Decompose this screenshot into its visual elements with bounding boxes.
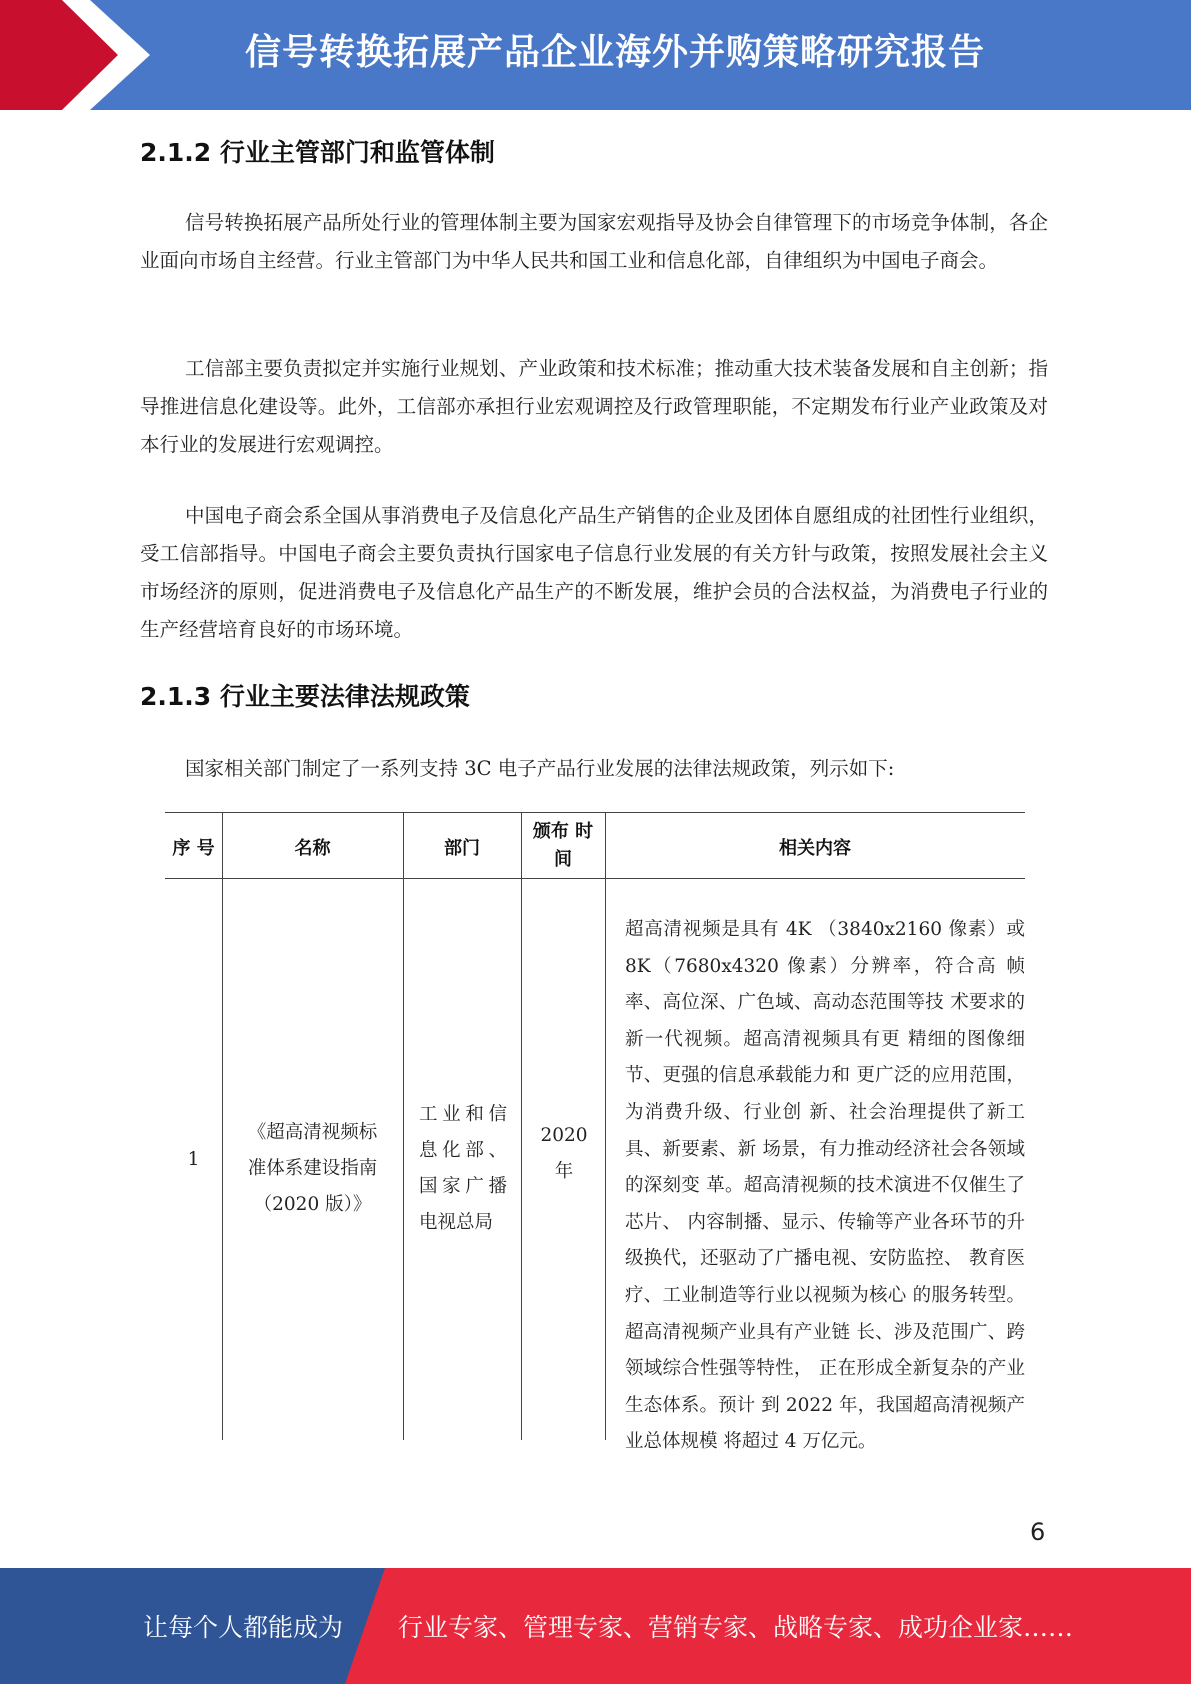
paragraph-1: 信号转换拓展产品所处行业的管理体制主要为国家宏观指导及协会自律管理下的市场竞争体制，各企业面向市场自主经营。行业主管部门为中华人民共和国工业和信息化部，自律组织为中国电子商会。 xyxy=(140,211,1048,272)
policy-table xyxy=(165,812,1025,1453)
page-header xyxy=(0,0,1191,110)
cell-date: 2020 年 xyxy=(540,1125,588,1182)
table-col-divider xyxy=(403,812,404,1440)
section-heading-2-1-3: 2.1.3 行业主要法律法规政策 xyxy=(140,682,470,711)
cell-name: 《超高清视频标准体系建设指南（2020 版）》 xyxy=(247,1122,378,1215)
footer-slogan-left: 让每个人都能成为 xyxy=(143,1613,344,1642)
table-col-divider xyxy=(222,812,223,1440)
section-heading-2-1-2: 2.1.2 行业主管部门和监管体制 xyxy=(140,138,495,167)
paragraph-2: 工信部主要负责拟定并实施行业规划、产业政策和技术标准；推动重大技术装备发展和自主创新；指导推进信息化建设等。此外，工信部亦承担行业宏观调控及行政管理职能，不定期发布行业产业政策及对本行业的发展进行宏观调控。 xyxy=(140,357,1048,456)
header-name: 名称 xyxy=(294,838,331,859)
table-col-divider xyxy=(605,812,606,1440)
header-dept: 部门 xyxy=(444,838,480,859)
table-col-divider xyxy=(521,812,522,1440)
cell-dept: 工业和信息化部、国家广播电视总局 xyxy=(419,1104,507,1233)
cell-no: 1 xyxy=(187,1149,200,1170)
table-header-rule xyxy=(165,878,1025,879)
cell-content: 超高清视频是具有 4K （3840x2160 像素）或 8K（7680x4320 像素）分辨率，符合高 帧率、高位深、广色域、高动态范围等技 术要求的新一代视频。超高清视频具有更 精细的图像细节、更强的信息承载能力和 更广泛的应用范围，为消费升级、行业创 新、社会治理提供了新工具、新要素、新 场景，有力推动经济社会各领域的深刻变 革。超高清视频的技术演进不仅催生了芯片、 内容制播、显示、传输等产业各环节的升 级换代，还驱动了广播电视、安防监控、 教育医疗、工业制造等行业以视频为核心 的服务转型。超高清视频产业具有产业链 长、涉及范围广、跨领域综合性强等特性， 正在形成全新复杂的产业生态体系。预计 到 2022 年，我国超高清视频产业总体规模 将超过 4 万亿元。 xyxy=(625,919,1025,1453)
header-date: 颁布 时间 xyxy=(532,821,594,870)
header-content: 相关内容 xyxy=(779,838,851,859)
table-top-rule xyxy=(165,812,1025,813)
report-title: 信号转换拓展产品企业海外并购策略研究报告 xyxy=(245,32,986,73)
page-number: 6 xyxy=(1030,1518,1046,1546)
footer-slogan-right: 行业专家、管理专家、营销专家、战略专家、成功企业家…… xyxy=(398,1613,1074,1642)
table-intro: 国家相关部门制定了一系列支持 3C 电子产品行业发展的法律法规政策，列示如下: xyxy=(185,757,895,780)
header-no: 序 号 xyxy=(172,838,215,859)
page-footer xyxy=(0,1568,1191,1684)
paragraph-3: 中国电子商会系全国从事消费电子及信息化产品生产销售的企业及团体自愿组成的社团性行业组织，受工信部指导。中国电子商会主要负责执行国家电子信息行业发展的有关方针与政策，按照发展社会主义市场经济的原则，促进消费电子及信息化产品生产的不断发展，维护会员的合法权益，为消费电子行业的生产经营培育良好的市场环境。 xyxy=(140,504,1048,641)
